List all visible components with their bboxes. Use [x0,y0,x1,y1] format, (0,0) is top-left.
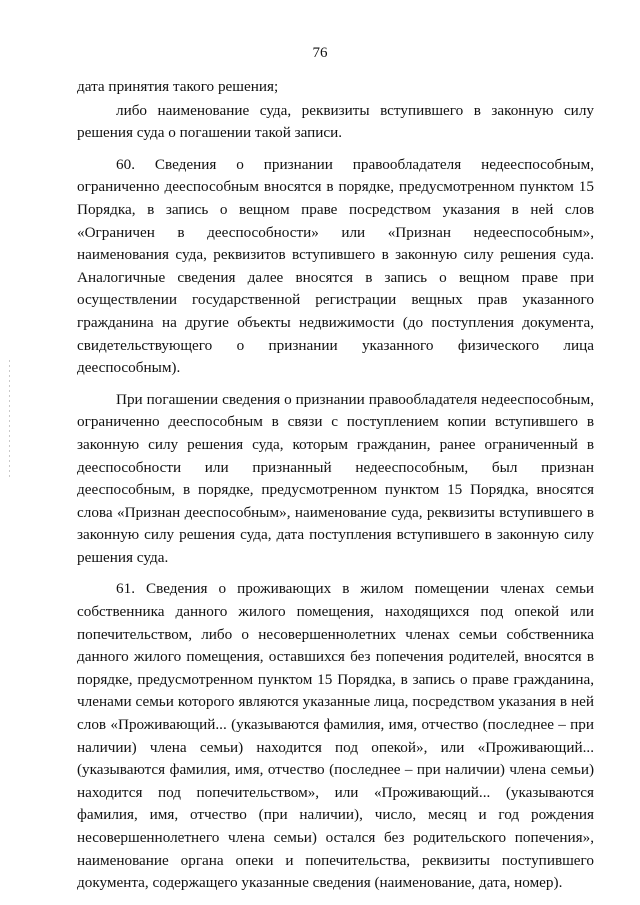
paragraph-capacity-restoration: При погашении сведения о признании правообладателя недееспособным, ограниченно дееспособным в связи с поступлением копии вступившего в законную силу решения суда, которым гражданин, ранее ограниченный в дееспособности или признанный недееспособным, был признан дееспособным, в порядке, предусмотренном пунктом 15 Порядка, вносятся слова «Признан дееспособным», наименование суда, реквизиты вступившего в законную силу решения суда, дата поступления вступившего в законную силу решения суда. [77,390,594,566]
paragraph-decision-date: дата принятия такого решения; [77,78,279,95]
paragraph-court-details: либо наименование суда, реквизиты вступившего в законную силу решения суда о погашении такой записи. [77,101,594,142]
paragraph-61: 61. Сведения о проживающих в жилом помещении членах семьи собственника данного жилого помещения, находящихся под опекой или попечительством, либо о несовершеннолетних членах семьи собственника данного жилого помещения, оставшихся без попечения родителей, вносятся в порядке, предусмотренном пунктом 15 Порядка, в запись о праве гражданина, членами семьи которого являются указанные лица, посредством указания в ней слов «Проживающий... (указываются фамилия, имя, отчество (последнее – при наличии) члена семьи) находится под опекой», или «Проживающий... (указываются фамилия, имя, отчество (последнее – при наличии) члена семьи) находится под попечительством», или «Проживающий... (указываются фамилия, имя, отчество (при наличии), число, месяц и год рождения несовершеннолетнего члена семьи) остался без родительского попечения», наименование органа опеки и попечительства, реквизиты поступившего документа, содержащего указанные сведения (наименование, дата, номер). [77,580,594,892]
page-number: 76 [312,45,328,61]
paragraph-60: 60. Сведения о признании правообладателя недееспособным, ограниченно дееспособным вносятся в порядке, предусмотренном пунктом 15 Порядка, в запись о вещном праве посредством указания в ней слов «Ограничен в дееспособности» или «Признан недееспособным», наименования суда, реквизитов вступившего в законную силу решения суда. Аналогичные сведения далее вносятся в запись о вещном праве при осуществлении государственной регистрации вещных прав указанного гражданина на другие объекты недвижимости (до поступления документа, свидетельствующего о признании указанного физического лица дееспособным). [77,155,594,377]
document-body [77,76,594,895]
scan-edge-mark [9,360,10,480]
